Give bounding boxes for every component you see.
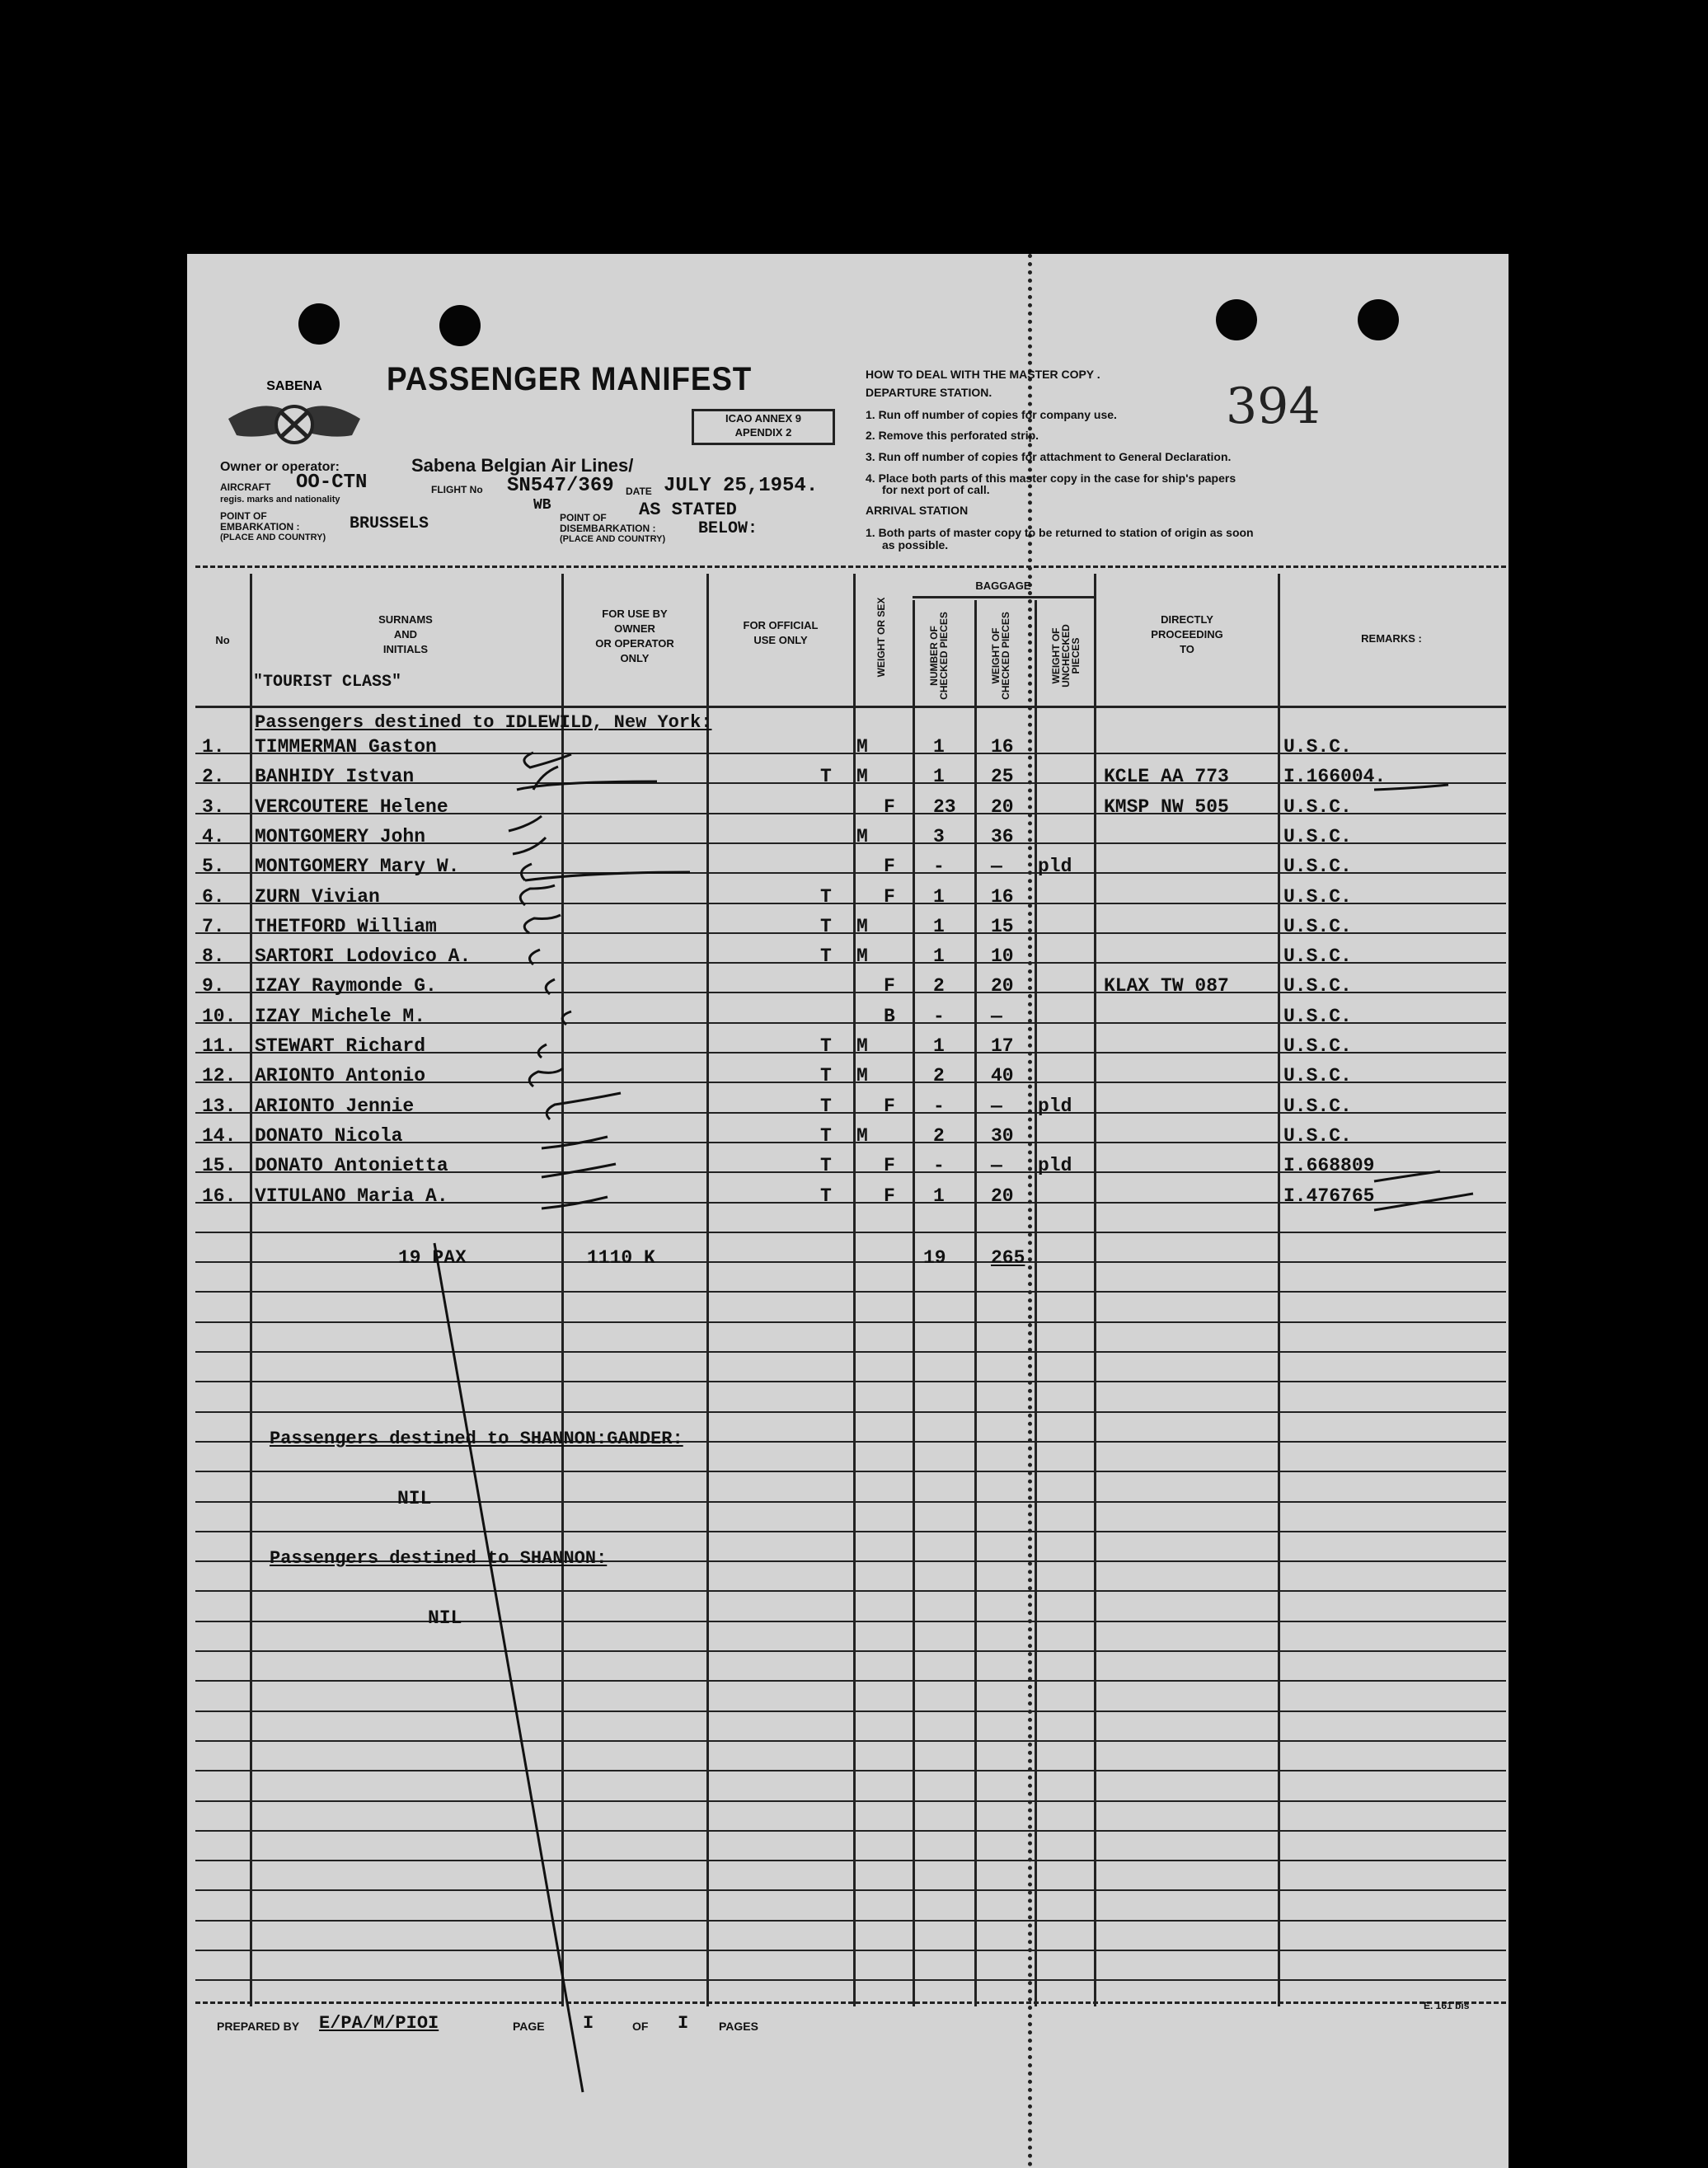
- row-number: 15.: [202, 1155, 237, 1176]
- official-mark: T: [820, 1125, 832, 1147]
- sex-female: F: [884, 886, 895, 908]
- checked-pieces: 1: [933, 1035, 945, 1057]
- remarks-value: U.S.C.: [1283, 1065, 1352, 1086]
- checked-pieces: -: [933, 1096, 945, 1117]
- checked-weight: 17: [991, 1035, 1014, 1057]
- pages-label: PAGES: [719, 2020, 758, 2033]
- col-official-line2: USE ONLY: [753, 634, 808, 646]
- sex-male: M: [856, 766, 868, 787]
- proceeding-to: KCLE AA 773: [1104, 766, 1229, 787]
- instructions-departure: DEPARTURE STATION.: [866, 386, 992, 399]
- disembark-value2: BELOW:: [698, 519, 758, 538]
- checked-pieces: 1: [933, 736, 945, 758]
- checked-pieces: -: [933, 1155, 945, 1176]
- prepared-value: E/PA/M/PIOI: [319, 2013, 439, 2034]
- handwritten-strike-line: [434, 1243, 583, 2092]
- sex-male: M: [856, 916, 868, 937]
- sex-female: F: [884, 1155, 895, 1176]
- check-mark: [530, 950, 541, 964]
- embark-sub: (PLACE AND COUNTRY): [220, 533, 326, 542]
- remarks-value: U.S.C.: [1283, 856, 1352, 877]
- aircraft-label: AIRCRAFT: [220, 481, 271, 493]
- official-mark: T: [820, 886, 832, 908]
- disembark-label1: POINT OF: [560, 512, 607, 523]
- sex-female: F: [884, 856, 895, 877]
- svg-text:SABENA: SABENA: [266, 379, 322, 393]
- checked-pieces: 1: [933, 1185, 945, 1207]
- row-number: 13.: [202, 1096, 237, 1117]
- passenger-name: IZAY Michele M.: [255, 1006, 426, 1027]
- embark-label2: EMBARKATION :: [220, 521, 300, 533]
- arrival-instruction-1b: as possible.: [882, 538, 949, 551]
- row-number: 6.: [202, 886, 225, 908]
- instructions-arrival: ARRIVAL STATION: [866, 504, 969, 517]
- sex-male: M: [856, 1125, 868, 1147]
- page-value: I: [583, 2013, 594, 2034]
- checked-weight: 16: [991, 736, 1014, 758]
- checked-pieces: -: [933, 1006, 945, 1027]
- row-number: 11.: [202, 1035, 237, 1057]
- col-no: No: [215, 634, 230, 646]
- form-code: E. 161 bis: [1424, 2000, 1470, 2011]
- check-mark: [524, 915, 561, 933]
- remarks-value: U.S.C.: [1283, 1125, 1352, 1147]
- check-mark: [522, 864, 691, 880]
- gander-nil: NIL: [397, 1488, 432, 1509]
- sex-male: M: [856, 826, 868, 847]
- checked-pieces: 1: [933, 766, 945, 787]
- remark-stroke: [1374, 1171, 1440, 1181]
- check-mark: [542, 1137, 608, 1148]
- remarks-value: U.S.C.: [1283, 826, 1352, 847]
- passenger-name: THETFORD William: [255, 916, 437, 937]
- col-owner-line3: OR OPERATOR: [595, 637, 674, 650]
- col-remarks: REMARKS :: [1361, 632, 1422, 645]
- instructions-heading: HOW TO DEAL WITH THE MASTER COPY .: [866, 368, 1100, 381]
- checked-pieces: 2: [933, 1125, 945, 1147]
- col-baggage: BAGGAGE: [975, 580, 1031, 592]
- of-label: OF: [632, 2020, 649, 2033]
- passenger-name: DONATO Antonietta: [255, 1155, 448, 1176]
- instruction-1: 1. Run off number of copies for company use.: [866, 408, 1117, 421]
- checked-weight: —: [991, 1155, 1002, 1176]
- official-mark: T: [820, 1035, 832, 1057]
- row-number: 4.: [202, 826, 225, 847]
- remarks-value: U.S.C.: [1283, 975, 1352, 997]
- flight-label: FLIGHT No: [431, 484, 483, 495]
- flight-value: SN547/369: [507, 475, 614, 497]
- col-direct-line1: DIRECTLY: [1161, 613, 1213, 626]
- official-mark: T: [820, 916, 832, 937]
- page-label: PAGE: [513, 2020, 545, 2033]
- passenger-name: SARTORI Lodovico A.: [255, 946, 472, 967]
- embark-value: BRUSSELS: [350, 514, 429, 533]
- handwritten-page-number: 394: [1226, 378, 1321, 435]
- remarks-value: I.166004.: [1283, 766, 1387, 787]
- col-direct-line2: PROCEEDING: [1151, 628, 1223, 641]
- date-value: JULY 25,1954.: [664, 475, 819, 497]
- instruction-3: 3. Run off number of copies for attachment to General Declaration.: [866, 450, 1232, 463]
- official-mark: T: [820, 766, 832, 787]
- row-number: 16.: [202, 1185, 237, 1207]
- remark-stroke: [1374, 1194, 1473, 1210]
- checked-weight: 36: [991, 826, 1014, 847]
- disembark-value1: AS STATED: [639, 500, 737, 520]
- of-value: I: [678, 2013, 689, 2034]
- checked-pieces: 1: [933, 886, 945, 908]
- row-number: 3.: [202, 796, 225, 818]
- check-mark: [520, 885, 555, 905]
- check-mark: [538, 1044, 547, 1058]
- col-owner-line4: ONLY: [620, 652, 650, 664]
- checked-weight: —: [991, 1096, 1002, 1117]
- passenger-name: MONTGOMERY Mary W.: [255, 856, 460, 877]
- shannon-nil: NIL: [428, 1607, 462, 1629]
- row-number: 5.: [202, 856, 225, 877]
- tourist-class-label: "TOURIST CLASS": [253, 673, 402, 692]
- check-mark: [547, 1093, 621, 1119]
- checked-weight: 20: [991, 796, 1014, 818]
- row-number: 7.: [202, 916, 225, 937]
- remarks-value: U.S.C.: [1283, 1035, 1352, 1057]
- checked-weight: —: [991, 1006, 1002, 1027]
- col-owner-line1: FOR USE BY: [602, 608, 668, 620]
- sex-female: F: [884, 975, 895, 997]
- remarks-value: U.S.C.: [1283, 886, 1352, 908]
- date-label: DATE: [626, 486, 652, 497]
- check-mark: [542, 1164, 616, 1177]
- passenger-name: IZAY Raymonde G.: [255, 975, 437, 997]
- remark-stroke: [1374, 785, 1448, 790]
- section-idlewild: Passengers destined to IDLEWILD, New York:: [255, 712, 712, 733]
- checked-weight: 16: [991, 886, 1014, 908]
- check-mark: [509, 816, 542, 831]
- proceeding-to: KLAX TW 087: [1104, 975, 1229, 997]
- checked-pieces: 2: [933, 1065, 945, 1086]
- row-number: 8.: [202, 946, 225, 967]
- passenger-name: BANHIDY Istvan: [255, 766, 415, 787]
- official-mark: T: [820, 1065, 832, 1086]
- check-mark: [529, 1068, 563, 1086]
- col-wt-unchecked: WEIGHT OF UNCHECKED PIECES: [1050, 624, 1082, 687]
- remarks-value: U.S.C.: [1283, 1096, 1352, 1117]
- passenger-name: DONATO Nicola: [255, 1125, 403, 1147]
- col-surname-line2: AND: [393, 628, 418, 641]
- unchecked-weight: pld: [1038, 1096, 1072, 1117]
- instruction-4a: 4. Place both parts of this master copy in the case for ship's papers: [866, 472, 1236, 485]
- checked-weight: 20: [991, 1185, 1014, 1207]
- disembark-sub: (PLACE AND COUNTRY): [560, 534, 666, 544]
- check-mark: [517, 767, 657, 790]
- passenger-name: ARIONTO Antonio: [255, 1065, 426, 1086]
- col-official-line1: FOR OFFICIAL: [743, 619, 819, 631]
- proceeding-to: KMSP NW 505: [1104, 796, 1229, 818]
- check-mark: [513, 838, 546, 854]
- remarks-value: U.S.C.: [1283, 736, 1352, 758]
- checked-pieces: 3: [933, 826, 945, 847]
- sex-male: M: [856, 1065, 868, 1086]
- remarks-value: U.S.C.: [1283, 946, 1352, 967]
- aircraft-value: OO-CTN: [296, 472, 368, 494]
- passenger-name: VERCOUTERE Helene: [255, 796, 448, 818]
- unchecked-weight: pld: [1038, 1155, 1072, 1176]
- row-number: 2.: [202, 766, 225, 787]
- passenger-name: TIMMERMAN Gaston: [255, 736, 437, 758]
- passenger-name: VITULANO Maria A.: [255, 1185, 448, 1207]
- col-surname-line3: INITIALS: [382, 643, 429, 655]
- total-owner-weight: 1110 K: [587, 1247, 655, 1269]
- handwritten-marks: [187, 254, 1509, 2168]
- checked-pieces: -: [933, 856, 945, 877]
- sex-female: F: [884, 1185, 895, 1207]
- disembark-label2: DISEMBARKATION :: [560, 523, 656, 534]
- manifest-sheet: [187, 254, 1509, 2168]
- total-weight: 265: [991, 1247, 1025, 1269]
- row-number: 12.: [202, 1065, 237, 1086]
- sex-male: M: [856, 1035, 868, 1057]
- checked-weight: 40: [991, 1065, 1014, 1086]
- official-mark: T: [820, 1096, 832, 1117]
- checked-weight: 30: [991, 1125, 1014, 1147]
- embark-label1: POINT OF: [220, 510, 267, 522]
- remarks-value: U.S.C.: [1283, 1006, 1352, 1027]
- total-pieces: 19: [923, 1247, 946, 1269]
- remarks-value: I.668809: [1283, 1155, 1375, 1176]
- sex-female: F: [884, 1096, 895, 1117]
- checked-pieces: 2: [933, 975, 945, 997]
- sex-female: B: [884, 1006, 895, 1027]
- flight-sub: WB: [533, 497, 551, 514]
- owner-value: Sabena Belgian Air Lines/: [411, 455, 634, 476]
- row-number: 14.: [202, 1125, 237, 1147]
- official-mark: T: [820, 946, 832, 967]
- passenger-name: ZURN Vivian: [255, 886, 380, 908]
- checked-pieces: 1: [933, 946, 945, 967]
- passenger-name: STEWART Richard: [255, 1035, 426, 1057]
- checked-weight: 15: [991, 916, 1014, 937]
- checked-weight: 25: [991, 766, 1014, 787]
- checked-weight: 10: [991, 946, 1014, 967]
- section-shannon: Passengers destined to SHANNON:: [270, 1548, 608, 1569]
- row-number: 10.: [202, 1006, 237, 1027]
- official-mark: T: [820, 1185, 832, 1207]
- arrival-instruction-1a: 1. Both parts of master copy to be returned to station of origin as soon: [866, 526, 1254, 539]
- col-wt-checked: WEIGHT OF CHECKED PIECES: [990, 612, 1011, 700]
- sex-female: F: [884, 796, 895, 818]
- row-number: 1.: [202, 736, 225, 758]
- remarks-value: U.S.C.: [1283, 916, 1352, 937]
- check-mark: [524, 753, 571, 767]
- owner-label: Owner or operator:: [220, 460, 340, 474]
- col-owner-line2: OWNER: [614, 622, 655, 635]
- instruction-2: 2. Remove this perforated strip.: [866, 429, 1039, 442]
- checked-pieces: 23: [933, 796, 956, 818]
- sex-male: M: [856, 736, 868, 758]
- section-gander: Passengers destined to SHANNON:GANDER:: [270, 1429, 683, 1449]
- official-mark: T: [820, 1155, 832, 1176]
- col-weight-sex: WEIGHT OR SEX: [875, 597, 887, 678]
- col-direct-line3: TO: [1180, 643, 1194, 655]
- annex-line2: APENDIX 2: [734, 426, 792, 439]
- unchecked-weight: pld: [1038, 856, 1072, 877]
- check-mark: [542, 1197, 608, 1208]
- col-surname-line1: SURNAMS: [378, 613, 433, 626]
- checked-weight: 20: [991, 975, 1014, 997]
- check-mark: [562, 1011, 571, 1025]
- page-title: PASSENGER MANIFEST: [387, 361, 753, 397]
- remarks-value: U.S.C.: [1283, 796, 1352, 818]
- check-mark: [546, 979, 555, 994]
- sex-male: M: [856, 946, 868, 967]
- passenger-name: ARIONTO Jennie: [255, 1096, 415, 1117]
- total-pax: 19 PAX: [398, 1247, 467, 1269]
- passenger-name: MONTGOMERY John: [255, 826, 426, 847]
- col-num-checked: NUMBER OF CHECKED PIECES: [928, 612, 950, 700]
- row-number: 9.: [202, 975, 225, 997]
- checked-weight: —: [991, 856, 1002, 877]
- remarks-value: I.476765: [1283, 1185, 1375, 1207]
- prepared-label: PREPARED BY: [217, 2020, 300, 2033]
- checked-pieces: 1: [933, 916, 945, 937]
- annex-line1: ICAO ANNEX 9: [725, 412, 801, 425]
- aircraft-sub: regis. marks and nationality: [220, 495, 340, 504]
- instruction-4b: for next port of call.: [882, 483, 990, 496]
